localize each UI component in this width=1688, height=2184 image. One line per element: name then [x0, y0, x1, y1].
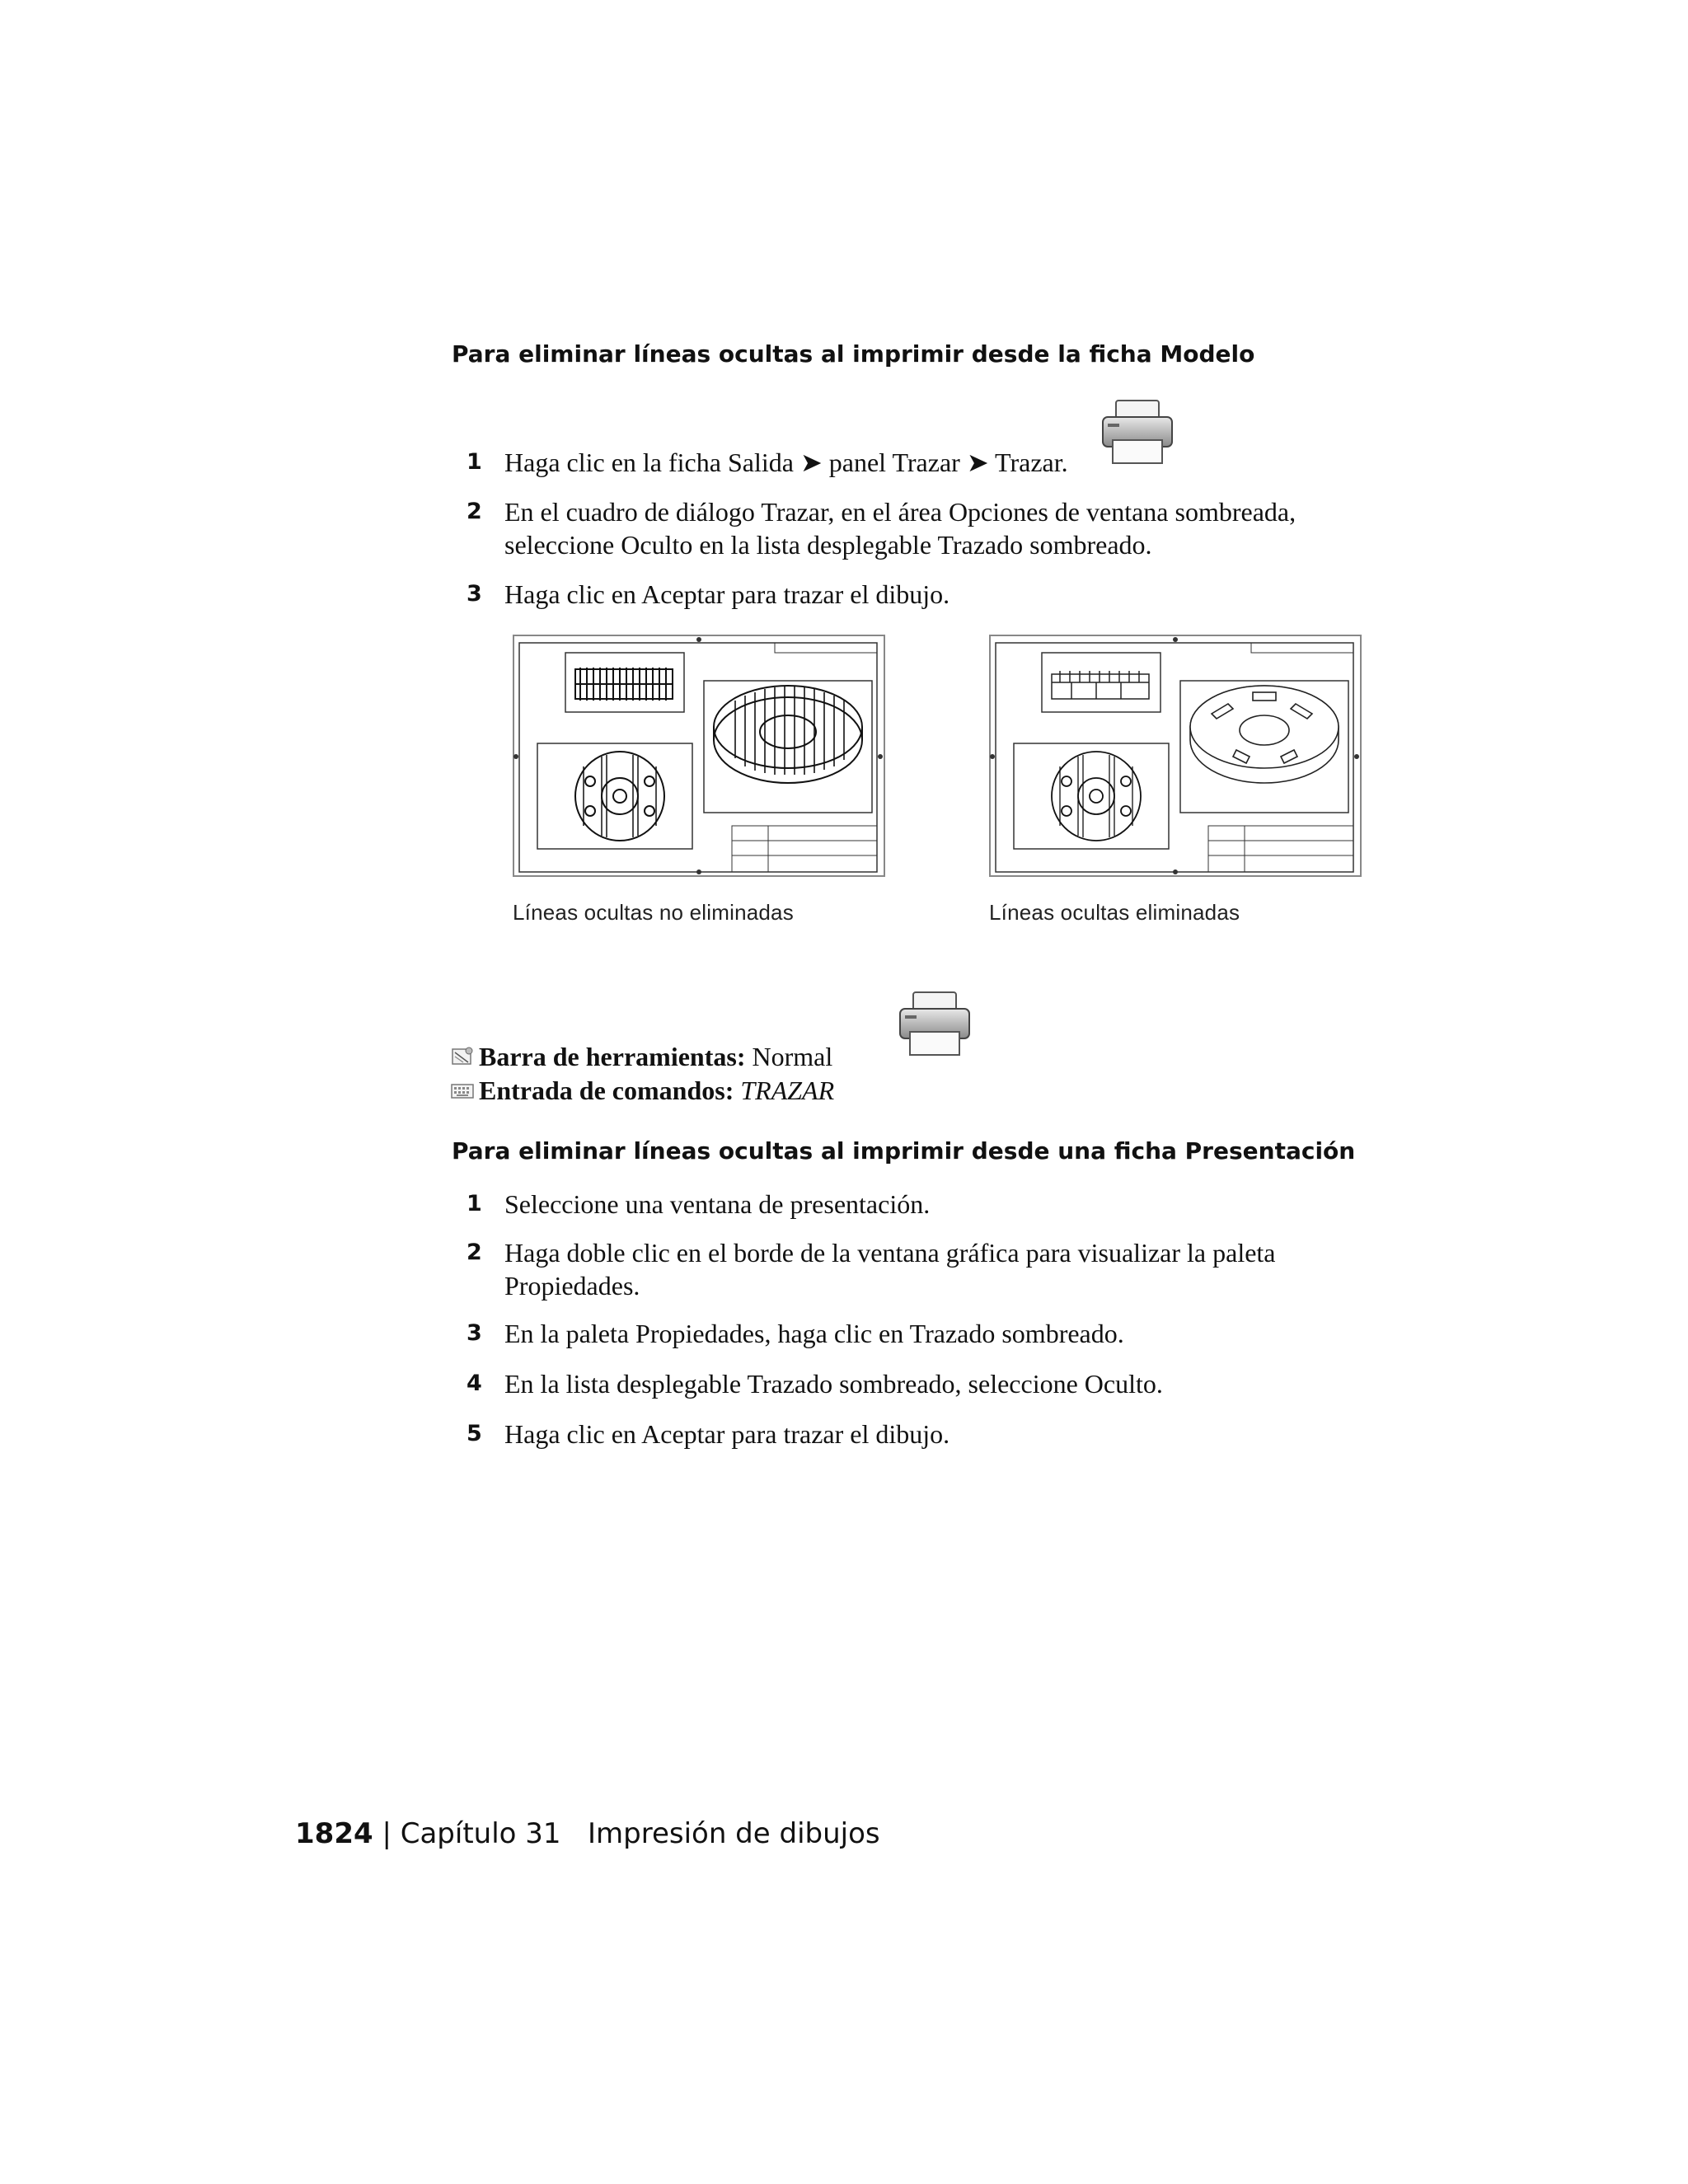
section-heading-model: Para eliminar líneas ocultas al imprimir desde la ficha Modelo: [452, 340, 1255, 368]
step-text: En la paleta Propiedades, haga clic en Trazado sombreado.: [504, 1319, 1124, 1348]
section-heading-layout: Para eliminar líneas ocultas al imprimir desde una ficha Presentación: [452, 1137, 1356, 1165]
chapter-number: Capítulo 31: [400, 1817, 561, 1850]
step-number: 4: [467, 1371, 482, 1396]
command-value: TRAZAR: [740, 1076, 835, 1105]
step-text: Haga clic en Aceptar para trazar el dibujo.: [504, 579, 950, 609]
step-text-cont: Propiedades.: [504, 1271, 640, 1301]
toolbar-icon: [451, 1043, 474, 1074]
command-access-line: [451, 1076, 834, 1107]
chapter-title: Impresión de dibujos: [587, 1817, 880, 1850]
figure-caption-right: Líneas ocultas eliminadas: [989, 900, 1240, 925]
keyboard-icon: [451, 1076, 474, 1107]
toolbar-value: Normal: [752, 1042, 833, 1071]
step-number: 3: [467, 1320, 482, 1346]
page-footer: [295, 1817, 880, 1850]
drawing-hidden-lines-removed: [989, 635, 1362, 881]
step-text: Haga clic en Aceptar para trazar el dibujo.: [504, 1419, 950, 1449]
command-label: Entrada de comandos:: [479, 1076, 734, 1105]
step-number: 5: [467, 1421, 482, 1446]
step-text: En la lista desplegable Trazado sombreado, seleccione Oculto.: [504, 1369, 1163, 1399]
step-number: 1: [467, 1191, 482, 1216]
drawing-hidden-lines-not-removed: [513, 635, 885, 881]
step-text: Haga clic en la ficha Salida ➤ panel Trazar ➤ Trazar.: [504, 448, 1068, 477]
step-text: Haga doble clic en el borde de la ventana gráfica para visualizar la paleta: [504, 1238, 1276, 1268]
printer-icon[interactable]: [1100, 397, 1175, 471]
step-number: 3: [467, 581, 482, 607]
step-text-cont: seleccione Oculto en la lista desplegable Trazado sombreado.: [504, 530, 1152, 560]
page-number: 1824: [295, 1817, 373, 1850]
toolbar-label: Barra de herramientas:: [479, 1042, 746, 1071]
step-number: 1: [467, 449, 482, 475]
toolbar-access-line: [451, 1042, 832, 1074]
step-text: En el cuadro de diálogo Trazar, en el área Opciones de ventana sombreada,: [504, 497, 1296, 527]
printer-icon[interactable]: [897, 989, 973, 1062]
step-number: 2: [467, 1240, 482, 1265]
step-text: Seleccione una ventana de presentación.: [504, 1189, 931, 1219]
step-number: 2: [467, 499, 482, 524]
footer-separator: |: [382, 1817, 392, 1850]
figure-caption-left: Líneas ocultas no eliminadas: [513, 900, 794, 925]
